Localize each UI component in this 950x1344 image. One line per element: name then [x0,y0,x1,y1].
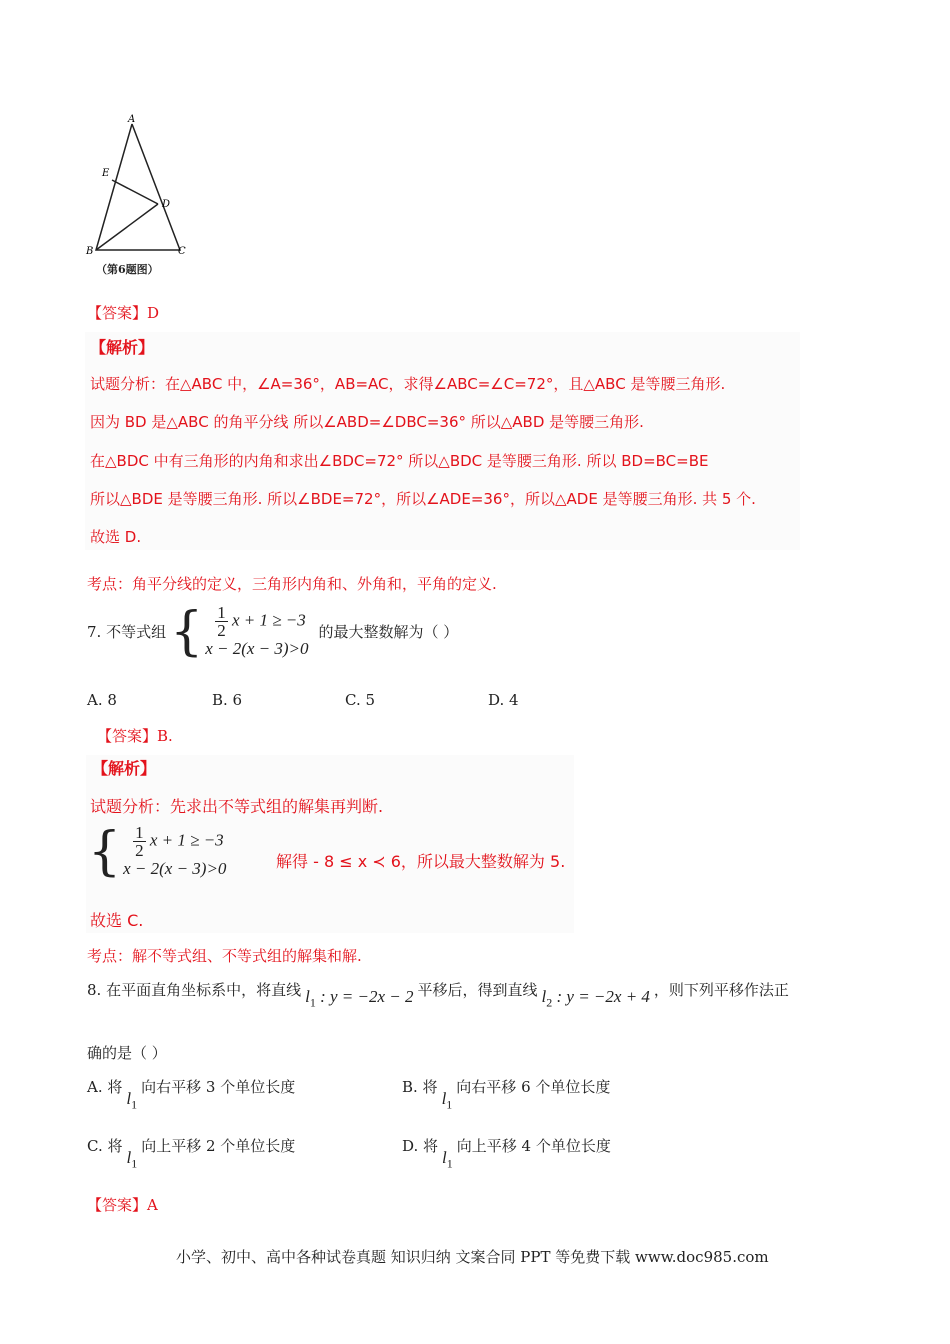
l1-sub: 1 [131,1097,138,1112]
l1-sub: 1 [446,1156,453,1171]
q7-brace: { [170,601,204,662]
q8-text2: 平移后，得到直线 [417,981,538,999]
option-prefix: C. 将 [87,1137,123,1155]
option-text: 向右平移 3 个单位长度 [141,1078,296,1096]
q7-analysis-system [88,821,227,882]
triangle-diagram [84,112,194,262]
label-e: E [102,168,110,179]
q6-line-2: 因为 BD 是△ABC 的角平分线 所以∠ABD=∠DBC=36° 所以△ABD 是等腰三角形. [90,413,644,431]
option-text: 向上平移 4 个单位长度 [456,1137,611,1155]
l1-symbol: l [126,1148,132,1167]
q6-line-5: 故选 D. [90,528,142,546]
label-a: A [128,114,136,125]
q7-answer: 【答案】B. [97,727,173,745]
q7-question [87,601,459,662]
frac-num: 1 [135,823,144,842]
q7-suffix: 的最大整数解为（ ） [318,623,459,641]
q8-option-c [87,1135,296,1171]
q7-analysis-eq1 [133,824,226,859]
q7-eq1 [215,604,308,639]
l1-sub: 1 [446,1097,453,1112]
q6-line-1: 试题分析：在△ABC 中，∠A=36°，AB=AC，求得∠ABC=∠C=72°，且△ABC 是等腰三角形. [90,375,726,393]
frac-num: 1 [217,603,226,622]
option-prefix: A. 将 [87,1078,123,1096]
q7-system [170,601,309,662]
q7-analysis-line: 试题分析：先求出不等式组的解集再判断. [90,797,384,816]
l2-equation: : y = −2x + 4 [556,987,650,1006]
triangle-figure [84,112,194,282]
q7-equations [205,604,308,659]
q6-analysis-image [85,332,800,550]
q7-prefix: 7. 不等式组 [87,623,167,641]
l2-symbol: l [541,987,547,1006]
q8-option-b [402,1076,611,1112]
q6-kaodian: 考点：角平分线的定义，三角形内角和、外角和，平角的定义. [87,575,497,593]
option-text: 向右平移 6 个单位长度 [456,1078,611,1096]
q7-eq2: x − 2(x − 3)>0 [205,639,309,658]
q7-option-d: D. 4 [488,691,519,709]
q7-solve: 解得 - 8 ≤ x ≺ 6，所以最大整数解为 5. [276,852,566,871]
frac-den: 2 [217,621,226,640]
q8-answer: 【答案】A [87,1196,158,1214]
l1-symbol: l [442,1148,447,1167]
q8-option-d [402,1135,611,1171]
l2-sub: 2 [546,995,553,1010]
q7-kaodian: 考点：解不等式组、不等式组的解集和解. [87,947,362,965]
l1-symbol: l [441,1089,447,1108]
frac-den: 2 [135,841,144,860]
l1-symbol: l [126,1089,132,1108]
label-c: C [178,246,186,257]
l1-sub: 1 [309,995,316,1010]
l1-symbol: l [305,987,310,1006]
option-text: 向上平移 2 个单位长度 [141,1137,296,1155]
q8-option-a [87,1076,296,1112]
q7-option-b: B. 6 [212,691,243,709]
q8-text1: 8. 在平面直角坐标系中，将直线 [87,981,302,999]
q7-choose: 故选 C. [90,911,144,930]
q8-question [87,979,789,1010]
q7-analysis-eq1-rest: x + 1 ≥ −3 [149,830,224,850]
q8-line-l2 [542,987,650,1010]
q8-text4: 确的是（ ） [87,1044,167,1062]
page-footer: 小学、初中、高中各种试卷真题 知识归纳 文案合同 PPT 等免费下载 www.doc985.com [176,1248,769,1266]
l1-equation: : y = −2x − 2 [320,987,414,1006]
q6-analysis-title: 【解析】 [90,338,155,357]
q7-analysis-eq2: x − 2(x − 3)>0 [123,859,227,878]
q7-analysis-equations [123,824,226,879]
l1-sub: 1 [131,1156,138,1171]
q7-analysis-brace: { [88,821,122,882]
q7-eq1-rest: x + 1 ≥ −3 [231,610,306,630]
label-b: B [86,246,94,257]
q6-line-3: 在△BDC 中有三角形的内角和求出∠BDC=72° 所以△BDC 是等腰三角形. 所以 BD=BC=BE [90,452,709,470]
q6-answer: 【答案】D [87,304,160,322]
q6-line-4: 所以△BDE 是等腰三角形. 所以∠BDE=72°，所以∠ADE=36°，所以△ADE 是等腰三角形. 共 5 个. [90,490,756,508]
q7-option-a: A. 8 [87,691,117,709]
option-prefix: D. 将 [402,1137,439,1155]
q8-text3: ，则下列平移作法正 [653,981,789,999]
q7-analysis-title: 【解析】 [92,759,157,778]
option-prefix: B. 将 [402,1078,438,1096]
figure-caption: （第6题图） [96,263,159,276]
q8-line-l1 [305,987,413,1010]
q7-option-c: C. 5 [345,691,376,709]
label-d: D [162,199,171,210]
